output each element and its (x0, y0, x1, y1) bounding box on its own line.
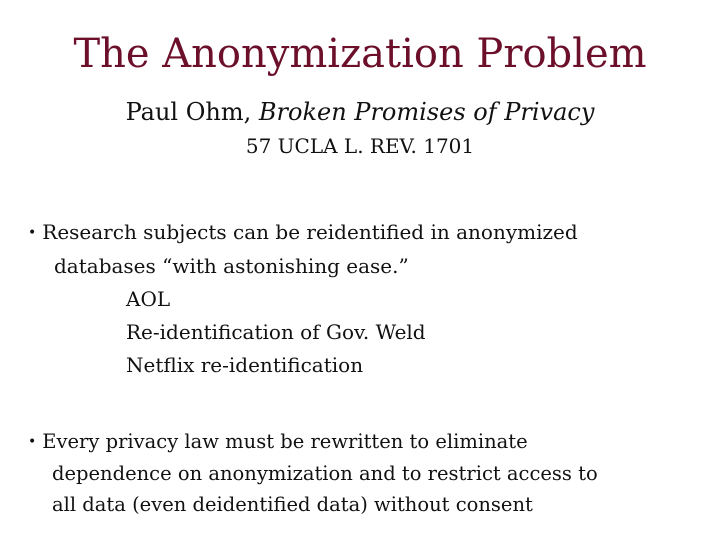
bullet-text: Research subjects can be reidentified in anonymized (42, 220, 578, 244)
citation-line (0, 96, 720, 128)
bullet-line: databases “with astonishing ease.” (54, 254, 409, 278)
bullet-line: all data (even deidentified data) without consent (52, 493, 533, 516)
bullet-line: dependence on anonymization and to restrict access to (52, 462, 598, 485)
bullet-item-reidentification (28, 216, 708, 382)
citation-author: Paul Ohm, (125, 98, 252, 126)
slide-title: The Anonymization Problem (73, 31, 647, 77)
bullet-text: Every privacy law must be rewritten to eliminate (42, 430, 528, 453)
sub-item-aol: AOL (126, 287, 171, 311)
citation-reference: 57 UCLA L. REV. 1701 (245, 134, 475, 158)
bullet-marker-icon: • (28, 225, 37, 241)
bullet-line (28, 216, 708, 250)
bullet-line (28, 426, 708, 458)
citation-article-title: Broken Promises of Privacy (258, 98, 595, 126)
bullet-item-privacy-law (28, 426, 708, 520)
sub-item-netflix: Netflix re-identification (126, 353, 364, 377)
bullet-marker-icon: • (28, 434, 37, 450)
sub-item-gov-weld: Re-identification of Gov. Weld (126, 320, 426, 344)
